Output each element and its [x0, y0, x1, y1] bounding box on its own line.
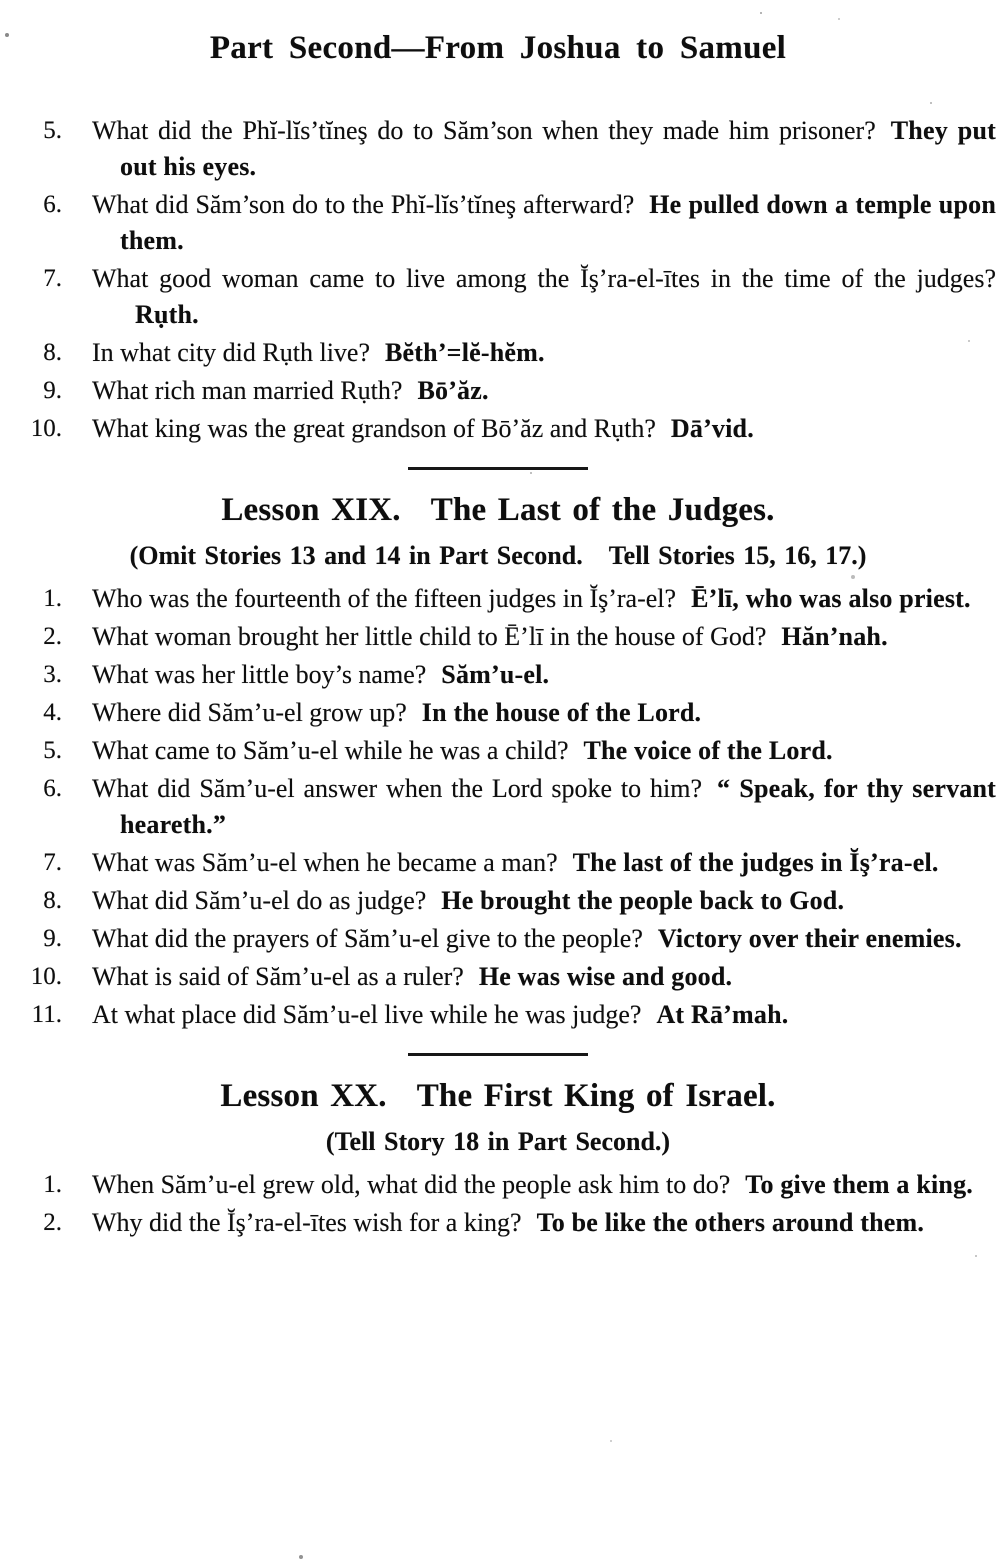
question-number: 6.: [43, 775, 62, 802]
question-text: What was her little boy’s name?: [92, 660, 427, 689]
part-heading: Part Second—From Joshua to Samuel: [209, 30, 787, 66]
answer-text: They put out his eyes.: [120, 116, 996, 181]
answer-text: Dā’vid.: [670, 414, 754, 443]
lesson-xx-note: (Tell Story 18 in Part Second.): [325, 1127, 671, 1156]
question-number: 2.: [43, 1209, 62, 1236]
question-item: [0, 695, 996, 731]
question-number: 11.: [31, 1001, 62, 1028]
section-divider: [408, 1053, 588, 1056]
answer-text: He was wise and good.: [478, 962, 733, 991]
question-number: 7.: [43, 849, 62, 876]
question-text: What rich man married Rụth?: [92, 376, 403, 405]
lesson-xix-note: (Omit Stories 13 and 14 in Part Second. Tell Stories 15, 16, 17.): [129, 541, 867, 570]
answer-text: Bĕth’=lĕ-hĕm.: [385, 338, 545, 367]
question-text: Why did the Ĭş’ra-el-ītes wish for a king?: [92, 1208, 522, 1237]
question-item: [0, 997, 996, 1033]
question-text: What came to Săm’u-el while he was a child?: [92, 736, 569, 765]
question-item: [0, 1205, 996, 1241]
question-list-lesson-xx: [0, 1167, 996, 1241]
question-number: 9.: [43, 377, 62, 404]
answer-text: The last of the judges in Ĭş’ra-el.: [572, 848, 939, 877]
question-text: What was Săm’u-el when he became a man?: [92, 848, 558, 877]
question-text: What did Săm’u-el do as judge?: [92, 886, 427, 915]
answer-text: Ē’lī, who was also priest.: [691, 584, 971, 613]
question-number: 4.: [43, 699, 62, 726]
question-number: 10.: [30, 415, 62, 442]
question-text: What did Săm’son do to the Phĭ-lĭs’tĭneş afterward?: [92, 190, 635, 219]
question-item: [0, 883, 996, 919]
question-number: 3.: [43, 661, 62, 688]
answer-text: Săm’u-el.: [441, 660, 550, 689]
question-item: [0, 619, 996, 655]
question-number: 10.: [30, 963, 62, 990]
answer-text: He pulled down a temple upon them.: [120, 190, 996, 255]
question-text: Who was the fourteenth of the fifteen judges in Ĭş’ra-el?: [92, 584, 677, 613]
scan-speckles: [0, 0, 2, 2]
question-number: 7.: [43, 265, 62, 292]
question-number: 2.: [43, 623, 62, 650]
question-text: What is said of Săm’u-el as a ruler?: [92, 962, 464, 991]
question-item: [0, 1167, 996, 1203]
question-number: 9.: [43, 925, 62, 952]
question-item: [0, 845, 996, 881]
question-number: 5.: [43, 737, 62, 764]
question-number: 1.: [43, 585, 62, 612]
question-item: [0, 411, 996, 447]
question-text: In what city did Rụth live?: [92, 338, 371, 367]
question-item: [0, 581, 996, 617]
lesson-xx-number: Lesson XX.: [220, 1078, 387, 1114]
answer-text: Rụth.: [135, 300, 199, 329]
section-divider: [408, 467, 588, 470]
question-list-part-second: [0, 113, 996, 447]
lesson-xix-title: The Last of the Judges.: [430, 492, 775, 528]
answer-text: To be like the others around them.: [536, 1208, 925, 1237]
question-item: [0, 187, 996, 259]
question-number: 5.: [43, 117, 62, 144]
question-text: What did Săm’u-el answer when the Lord spoke to him?: [92, 774, 703, 803]
answer-text: The voice of the Lord.: [583, 736, 833, 765]
question-number: 6.: [43, 191, 62, 218]
question-list-lesson-xix: [0, 581, 996, 1033]
question-item: [0, 373, 996, 409]
lesson-xix-number: Lesson XIX.: [221, 492, 401, 528]
lesson-xx-heading: [0, 1078, 996, 1115]
question-item: [0, 657, 996, 693]
question-number: 8.: [43, 339, 62, 366]
question-text: What good woman came to live among the Ĭş’ra-el-ītes in the time of the judges?: [92, 264, 996, 293]
question-text: When Săm’u-el grew old, what did the people ask him to do?: [92, 1170, 731, 1199]
answer-text: To give them a king.: [745, 1170, 973, 1199]
answer-text: In the house of the Lord.: [421, 698, 702, 727]
lesson-xx-title: The First King of Israel.: [416, 1078, 776, 1114]
answer-text: “ Speak, for thy servant heareth.”: [120, 774, 997, 839]
question-item: [0, 113, 996, 185]
question-item: [0, 771, 996, 843]
question-text: What king was the great grandson of Bō’ăz and Rụth?: [92, 414, 656, 443]
question-text: Where did Săm’u-el grow up?: [92, 698, 407, 727]
answer-text: He brought the people back to God.: [441, 886, 845, 915]
question-text: What did the prayers of Săm’u-el give to the people?: [92, 924, 643, 953]
answer-text: Hăn’nah.: [781, 622, 888, 651]
question-text: What did the Phĭ-lĭs’tĭneş do to Săm’son when they made him prisoner?: [92, 116, 876, 145]
question-item: [0, 733, 996, 769]
question-number: 1.: [43, 1171, 62, 1198]
question-item: [0, 335, 996, 371]
question-number: 8.: [43, 887, 62, 914]
lesson-xix-heading: [0, 492, 996, 529]
answer-text: Victory over their enemies.: [657, 924, 962, 953]
question-item: [0, 921, 996, 957]
question-item: [0, 959, 996, 995]
question-text: What woman brought her little child to Ē’lī in the house of God?: [92, 622, 767, 651]
answer-text: At Rā’mah.: [656, 1000, 789, 1029]
question-text: At what place did Săm’u-el live while he was judge?: [92, 1000, 642, 1029]
question-item: [0, 261, 996, 333]
answer-text: Bō’ăz.: [417, 376, 489, 405]
